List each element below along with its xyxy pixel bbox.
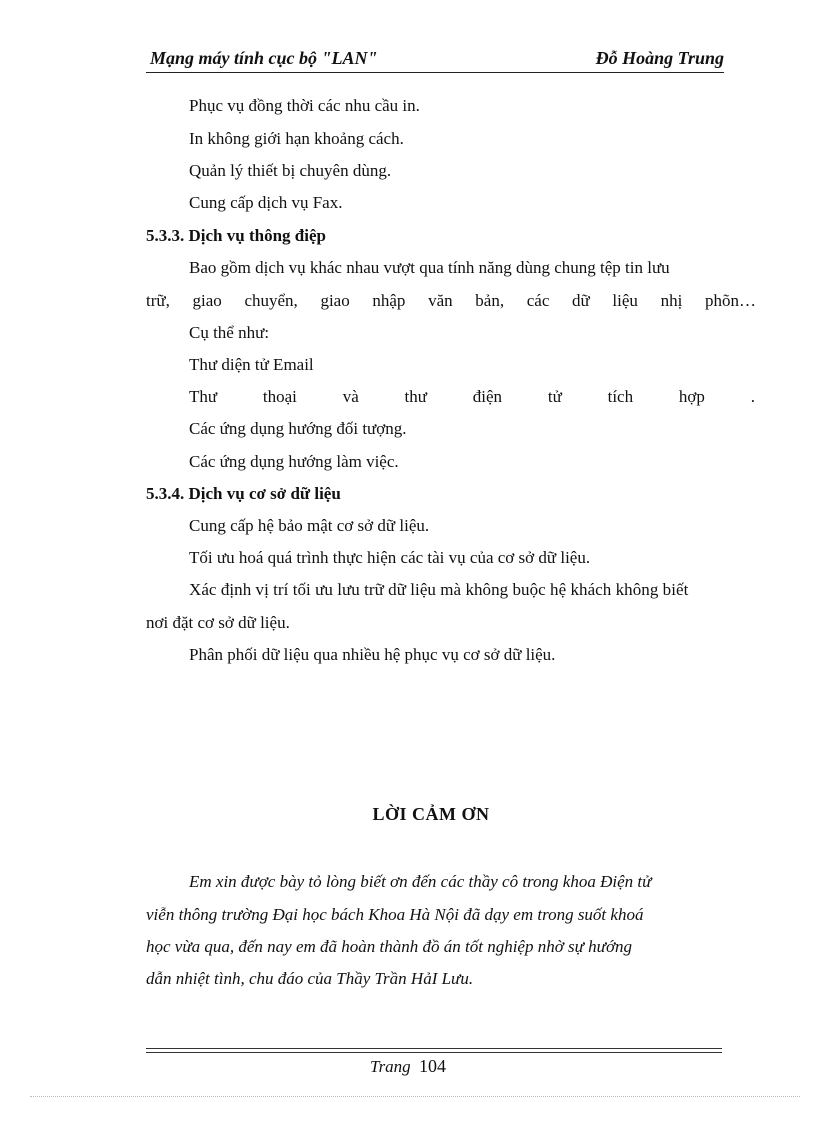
body-line: Thư diện tử Email bbox=[189, 355, 314, 374]
word: bản, bbox=[475, 291, 505, 310]
body-line: Cung cấp dịch vụ Fax. bbox=[189, 193, 343, 212]
body-line: Xác định vị trí tối ưu lưu trữ dữ liệu mà không buộc hệ khách không biết bbox=[189, 580, 689, 599]
word: Thư bbox=[189, 387, 218, 406]
word: phõn… bbox=[704, 291, 756, 310]
word: tích bbox=[607, 387, 634, 406]
para1-line1-text: Bao gồm dịch vụ khác nhau vượt qua tính năng dùng chung tệp tin lưu bbox=[189, 258, 670, 277]
word: nhập bbox=[372, 291, 406, 310]
body-line: nơi đặt cơ sở dữ liệu. bbox=[146, 613, 290, 632]
word: hợp bbox=[678, 387, 705, 406]
body-line: In không giới hạn khoảng cách. bbox=[189, 129, 404, 148]
header-author: Đỗ Hoàng Trung bbox=[595, 48, 724, 68]
word: thư bbox=[404, 387, 427, 406]
page-bottom-divider bbox=[30, 1096, 800, 1097]
body-line: Các ứng dụng hướng làm việc. bbox=[189, 452, 399, 471]
word: chuyển, bbox=[244, 291, 298, 310]
header-title: Mạng máy tính cục bộ "LAN" bbox=[150, 48, 378, 68]
acknowledgement-title: LỜI CẢM ƠN bbox=[372, 804, 490, 824]
body-line-justified bbox=[146, 290, 756, 312]
word: liệu bbox=[612, 291, 638, 310]
body-line: Cụ thể như: bbox=[189, 323, 270, 342]
word: điện bbox=[472, 387, 503, 406]
header-rule bbox=[146, 72, 724, 73]
body-line: Quản lý thiết bị chuyên dùng. bbox=[189, 161, 392, 180]
body-line: Các ứng dụng hướng đối tượng. bbox=[189, 419, 407, 438]
word: tử bbox=[547, 387, 562, 406]
word: và bbox=[342, 387, 359, 406]
word: trữ, bbox=[146, 291, 170, 310]
body-line: Phân phối dữ liệu qua nhiều hệ phục vụ cơ sở dữ liệu. bbox=[189, 645, 556, 664]
footer-rule bbox=[146, 1048, 722, 1049]
word: văn bbox=[428, 291, 453, 310]
footer-label: Trang bbox=[370, 1057, 411, 1076]
body-line: Phục vụ đồng thời các nhu cầu in. bbox=[189, 96, 420, 115]
acknowledgement-line: Em xin được bày tỏ lòng biết ơn đến các thầy cô trong khoa Điện tử bbox=[189, 872, 652, 891]
page-header bbox=[146, 46, 724, 72]
word: các bbox=[526, 291, 550, 310]
body-line: Cung cấp hệ bảo mật cơ sở dữ liệu. bbox=[189, 516, 430, 535]
acknowledgement-line: học vừa qua, đến nay em đã hoàn thành đồ án tốt nghiệp nhờ sự hướng bbox=[146, 937, 633, 956]
page-footer bbox=[0, 1056, 816, 1077]
word: . bbox=[750, 387, 755, 406]
body-line: Tối ưu hoá quá trình thực hiện các tài vụ của cơ sở dữ liệu. bbox=[189, 548, 591, 567]
section-heading-5-3-3: 5.3.3. Dịch vụ thông điệp bbox=[146, 226, 326, 245]
body-line bbox=[189, 257, 755, 279]
word: nhị bbox=[660, 291, 683, 310]
acknowledgement-line: viễn thông trường Đại học bách Khoa Hà Nội đã dạy em trong suốt khoá bbox=[146, 905, 644, 924]
page-number: 104 bbox=[418, 1056, 446, 1076]
body-line-justified bbox=[189, 386, 755, 408]
word: dữ bbox=[572, 291, 590, 310]
word: giao bbox=[320, 291, 350, 310]
word: thoại bbox=[262, 387, 297, 406]
word: giao bbox=[192, 291, 222, 310]
acknowledgement-line: dẫn nhiệt tình, chu đáo của Thầy Trần HảI Lưu. bbox=[146, 969, 474, 988]
section-heading-5-3-4: 5.3.4. Dịch vụ cơ sở dữ liệu bbox=[146, 484, 341, 503]
footer-rule bbox=[146, 1052, 722, 1053]
